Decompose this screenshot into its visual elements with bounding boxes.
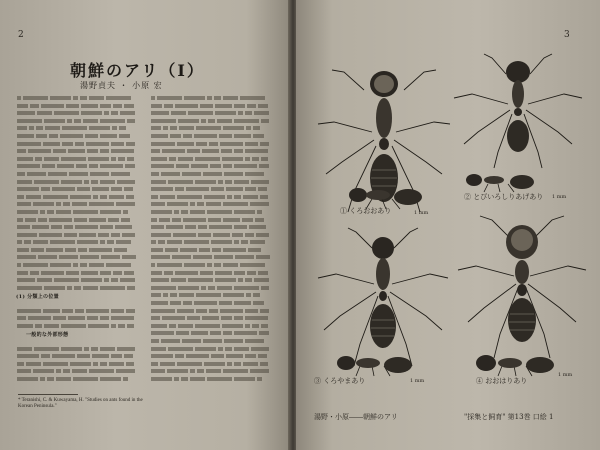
text-line-placeholder [150, 210, 278, 218]
text-line-placeholder [16, 119, 144, 127]
scale-label-3: 1 mm [410, 378, 425, 384]
text-line-placeholder [150, 126, 278, 134]
right-page [296, 0, 600, 450]
article-authors: 湯野貞夫 ・ 小原 宏 [80, 81, 163, 90]
text-line-placeholder [16, 316, 144, 324]
text-line-placeholder [16, 172, 144, 180]
body-text-column-1 [16, 96, 144, 386]
ant-figure-2-lateral [456, 170, 546, 194]
text-line-placeholder [16, 157, 144, 165]
figure-caption-1: ① くろおおあり [340, 207, 392, 215]
article-title: 朝鮮のアリ（I） [70, 61, 205, 80]
footer-right: "採集と飼育" 第13巻 口絵 1 [464, 413, 554, 421]
text-line-placeholder [150, 286, 278, 294]
text-line-placeholder [16, 210, 144, 218]
body-text-column-2 [150, 96, 278, 386]
text-line-placeholder [150, 309, 278, 317]
text-line-placeholder [16, 278, 144, 286]
text-line-placeholder [16, 111, 144, 119]
text-line-placeholder [16, 134, 144, 142]
footnote-rule [18, 394, 78, 395]
text-line-placeholder [150, 369, 278, 377]
text-line-placeholder [16, 104, 144, 112]
ant-figure-4-lateral [466, 352, 566, 378]
text-line-placeholder [16, 286, 144, 294]
text-line-placeholder [150, 354, 278, 362]
text-line-placeholder [16, 126, 144, 134]
right-page-number: 3 [564, 30, 570, 40]
text-line-placeholder [16, 354, 144, 362]
text-line-placeholder [16, 263, 144, 271]
text-line-placeholder [16, 180, 144, 188]
text-line-placeholder [16, 377, 144, 385]
left-page [0, 0, 290, 450]
text-line-placeholder [150, 240, 278, 248]
text-line-placeholder [16, 324, 144, 332]
ant-figure-3-lateral [326, 352, 426, 378]
section-heading-classification: (1) 分類上の位置 [16, 294, 59, 300]
text-line-placeholder [150, 278, 278, 286]
text-line-placeholder [150, 142, 278, 150]
text-line-placeholder [150, 339, 278, 347]
text-line-placeholder [16, 195, 144, 203]
text-line-placeholder [150, 255, 278, 263]
text-line-placeholder [150, 301, 278, 309]
figure-caption-4: ④ おおはりあり [476, 377, 528, 385]
text-line-placeholder [16, 369, 144, 377]
text-line-placeholder [16, 362, 144, 370]
text-line-placeholder [150, 347, 278, 355]
text-line-placeholder [16, 164, 144, 172]
text-line-placeholder [16, 96, 144, 104]
text-line-placeholder [150, 202, 278, 210]
text-line-placeholder [16, 339, 144, 347]
text-line-placeholder [150, 225, 278, 233]
text-line-placeholder [150, 324, 278, 332]
text-line-placeholder [150, 218, 278, 226]
text-line-placeholder [16, 240, 144, 248]
text-line-placeholder [16, 248, 144, 256]
text-line-placeholder [150, 134, 278, 142]
scale-label-2: 1 mm [552, 194, 567, 200]
text-line-placeholder [150, 362, 278, 370]
text-line-placeholder [16, 255, 144, 263]
footnote: * Teranishi, C. & Kuwayama, H. "Studies on ants found in the Korean Peninsula." [18, 398, 143, 410]
text-line-placeholder [150, 316, 278, 324]
section-heading-morphology: 一般的な外部形態 [26, 332, 69, 338]
text-line-placeholder [150, 187, 278, 195]
text-line-placeholder [16, 218, 144, 226]
text-line-placeholder [150, 157, 278, 165]
text-line-placeholder [16, 309, 144, 317]
text-line-placeholder [150, 111, 278, 119]
ant-figure-4-dorsal [452, 210, 592, 370]
text-line-placeholder [150, 293, 278, 301]
text-line-placeholder [16, 225, 144, 233]
text-line-placeholder [150, 164, 278, 172]
text-line-placeholder [16, 301, 144, 309]
text-line-placeholder [150, 119, 278, 127]
text-line-placeholder [150, 104, 278, 112]
ant-figure-2-dorsal [448, 48, 588, 178]
text-line-placeholder [150, 233, 278, 241]
text-line-placeholder [16, 233, 144, 241]
text-line-placeholder [16, 149, 144, 157]
text-line-placeholder [16, 271, 144, 279]
footer-left: 湯野・小原――朝鮮のアリ [314, 413, 398, 421]
text-line-placeholder [150, 172, 278, 180]
figure-caption-2: ② とびいろしりあげあり [464, 193, 544, 201]
text-line-placeholder [150, 195, 278, 203]
text-line-placeholder [150, 149, 278, 157]
text-line-placeholder [16, 142, 144, 150]
scale-label-1: 1 mm [414, 210, 429, 216]
text-line-placeholder [150, 96, 278, 104]
text-line-placeholder [16, 202, 144, 210]
text-line-placeholder [150, 331, 278, 339]
left-page-number: 2 [18, 30, 24, 40]
text-line-placeholder [150, 180, 278, 188]
text-line-placeholder [150, 248, 278, 256]
text-line-placeholder [16, 187, 144, 195]
scale-label-4: 1 mm [558, 372, 573, 378]
text-line-placeholder [16, 347, 144, 355]
text-line-placeholder [150, 377, 278, 385]
figure-caption-3: ③ くろやまあり [314, 377, 366, 385]
text-line-placeholder [150, 271, 278, 279]
text-line-placeholder [150, 263, 278, 271]
